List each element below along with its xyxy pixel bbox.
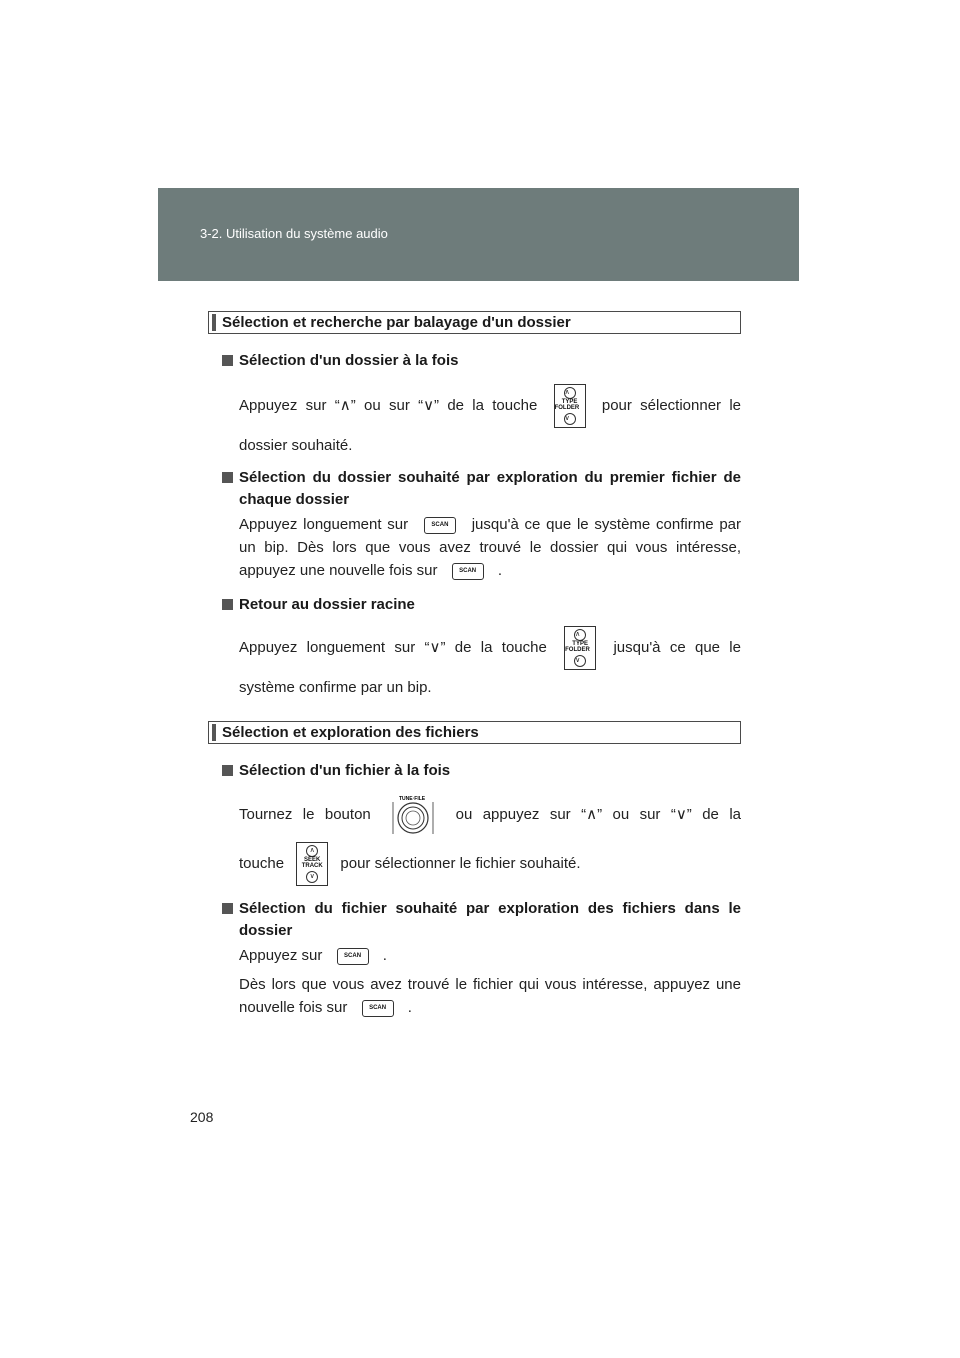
- paragraph: touche ∧ SEEK TRACK ∨ pour sélectionner le fichier souhaité.: [208, 842, 741, 886]
- page-number: 208: [190, 1109, 214, 1125]
- type-folder-key-icon: ∧ TYPE FOLDER ∨: [564, 626, 596, 670]
- paragraph: Tournez le bouton TUNE·FILE ou appuyez sur “∧” ou sur “∨” de la: [208, 794, 741, 836]
- paragraph: Appuyez longuement sur “∨” de la touche ∧ TYPE FOLDER ∨ jusqu'à ce que le: [208, 626, 741, 670]
- seek-track-key-icon: ∧ SEEK TRACK ∨: [296, 842, 328, 886]
- header-band: [158, 188, 799, 281]
- section-title: Sélection et exploration des fichiers: [208, 721, 741, 744]
- subheading: Retour au dossier racine: [208, 594, 741, 616]
- paragraph: Appuyez sur SCAN .: [239, 947, 387, 964]
- tune-file-knob-icon: [389, 794, 437, 836]
- scan-key-icon: SCAN: [337, 948, 369, 965]
- scan-key-icon: SCAN: [362, 1000, 394, 1017]
- breadcrumb: 3-2. Utilisation du système audio: [200, 226, 388, 241]
- content: [208, 311, 741, 1019]
- scan-key-icon: SCAN: [424, 517, 456, 534]
- section-title: Sélection et recherche par balayage d'un dossier: [208, 311, 741, 334]
- subheading: Sélection du fichier souhaité par exploration des fichiers dans le dossier: [208, 898, 741, 942]
- svg-text:TUNE·FILE: TUNE·FILE: [399, 796, 426, 802]
- paragraph: dossier souhaité.: [239, 437, 353, 454]
- scan-key-icon: SCAN: [452, 563, 484, 580]
- paragraph: Dès lors que vous avez trouvé le fichier qui vous intéresse, appuyez une nouvelle fois sur SCAN .: [239, 976, 741, 1016]
- paragraph: Appuyez longuement sur SCAN jusqu'à ce que le système confirme par un bip. Dès lors que vous avez trouvé le dossier qui vous intéresse, appuyez une nouvelle fois sur SCAN .: [239, 516, 742, 579]
- subheading: Sélection du dossier souhaité par exploration du premier fichier de chaque dossier: [208, 467, 741, 511]
- subheading: Sélection d'un dossier à la fois: [208, 350, 741, 372]
- paragraph: système confirme par un bip.: [239, 679, 432, 696]
- type-folder-key-icon: ∧ TYPE FOLDER ∨: [554, 384, 586, 428]
- paragraph: Appuyez sur “∧” ou sur “∨” de la touche ∧ TYPE FOLDER ∨ pour sélectionner le: [208, 384, 741, 428]
- subheading: Sélection d'un fichier à la fois: [208, 760, 741, 782]
